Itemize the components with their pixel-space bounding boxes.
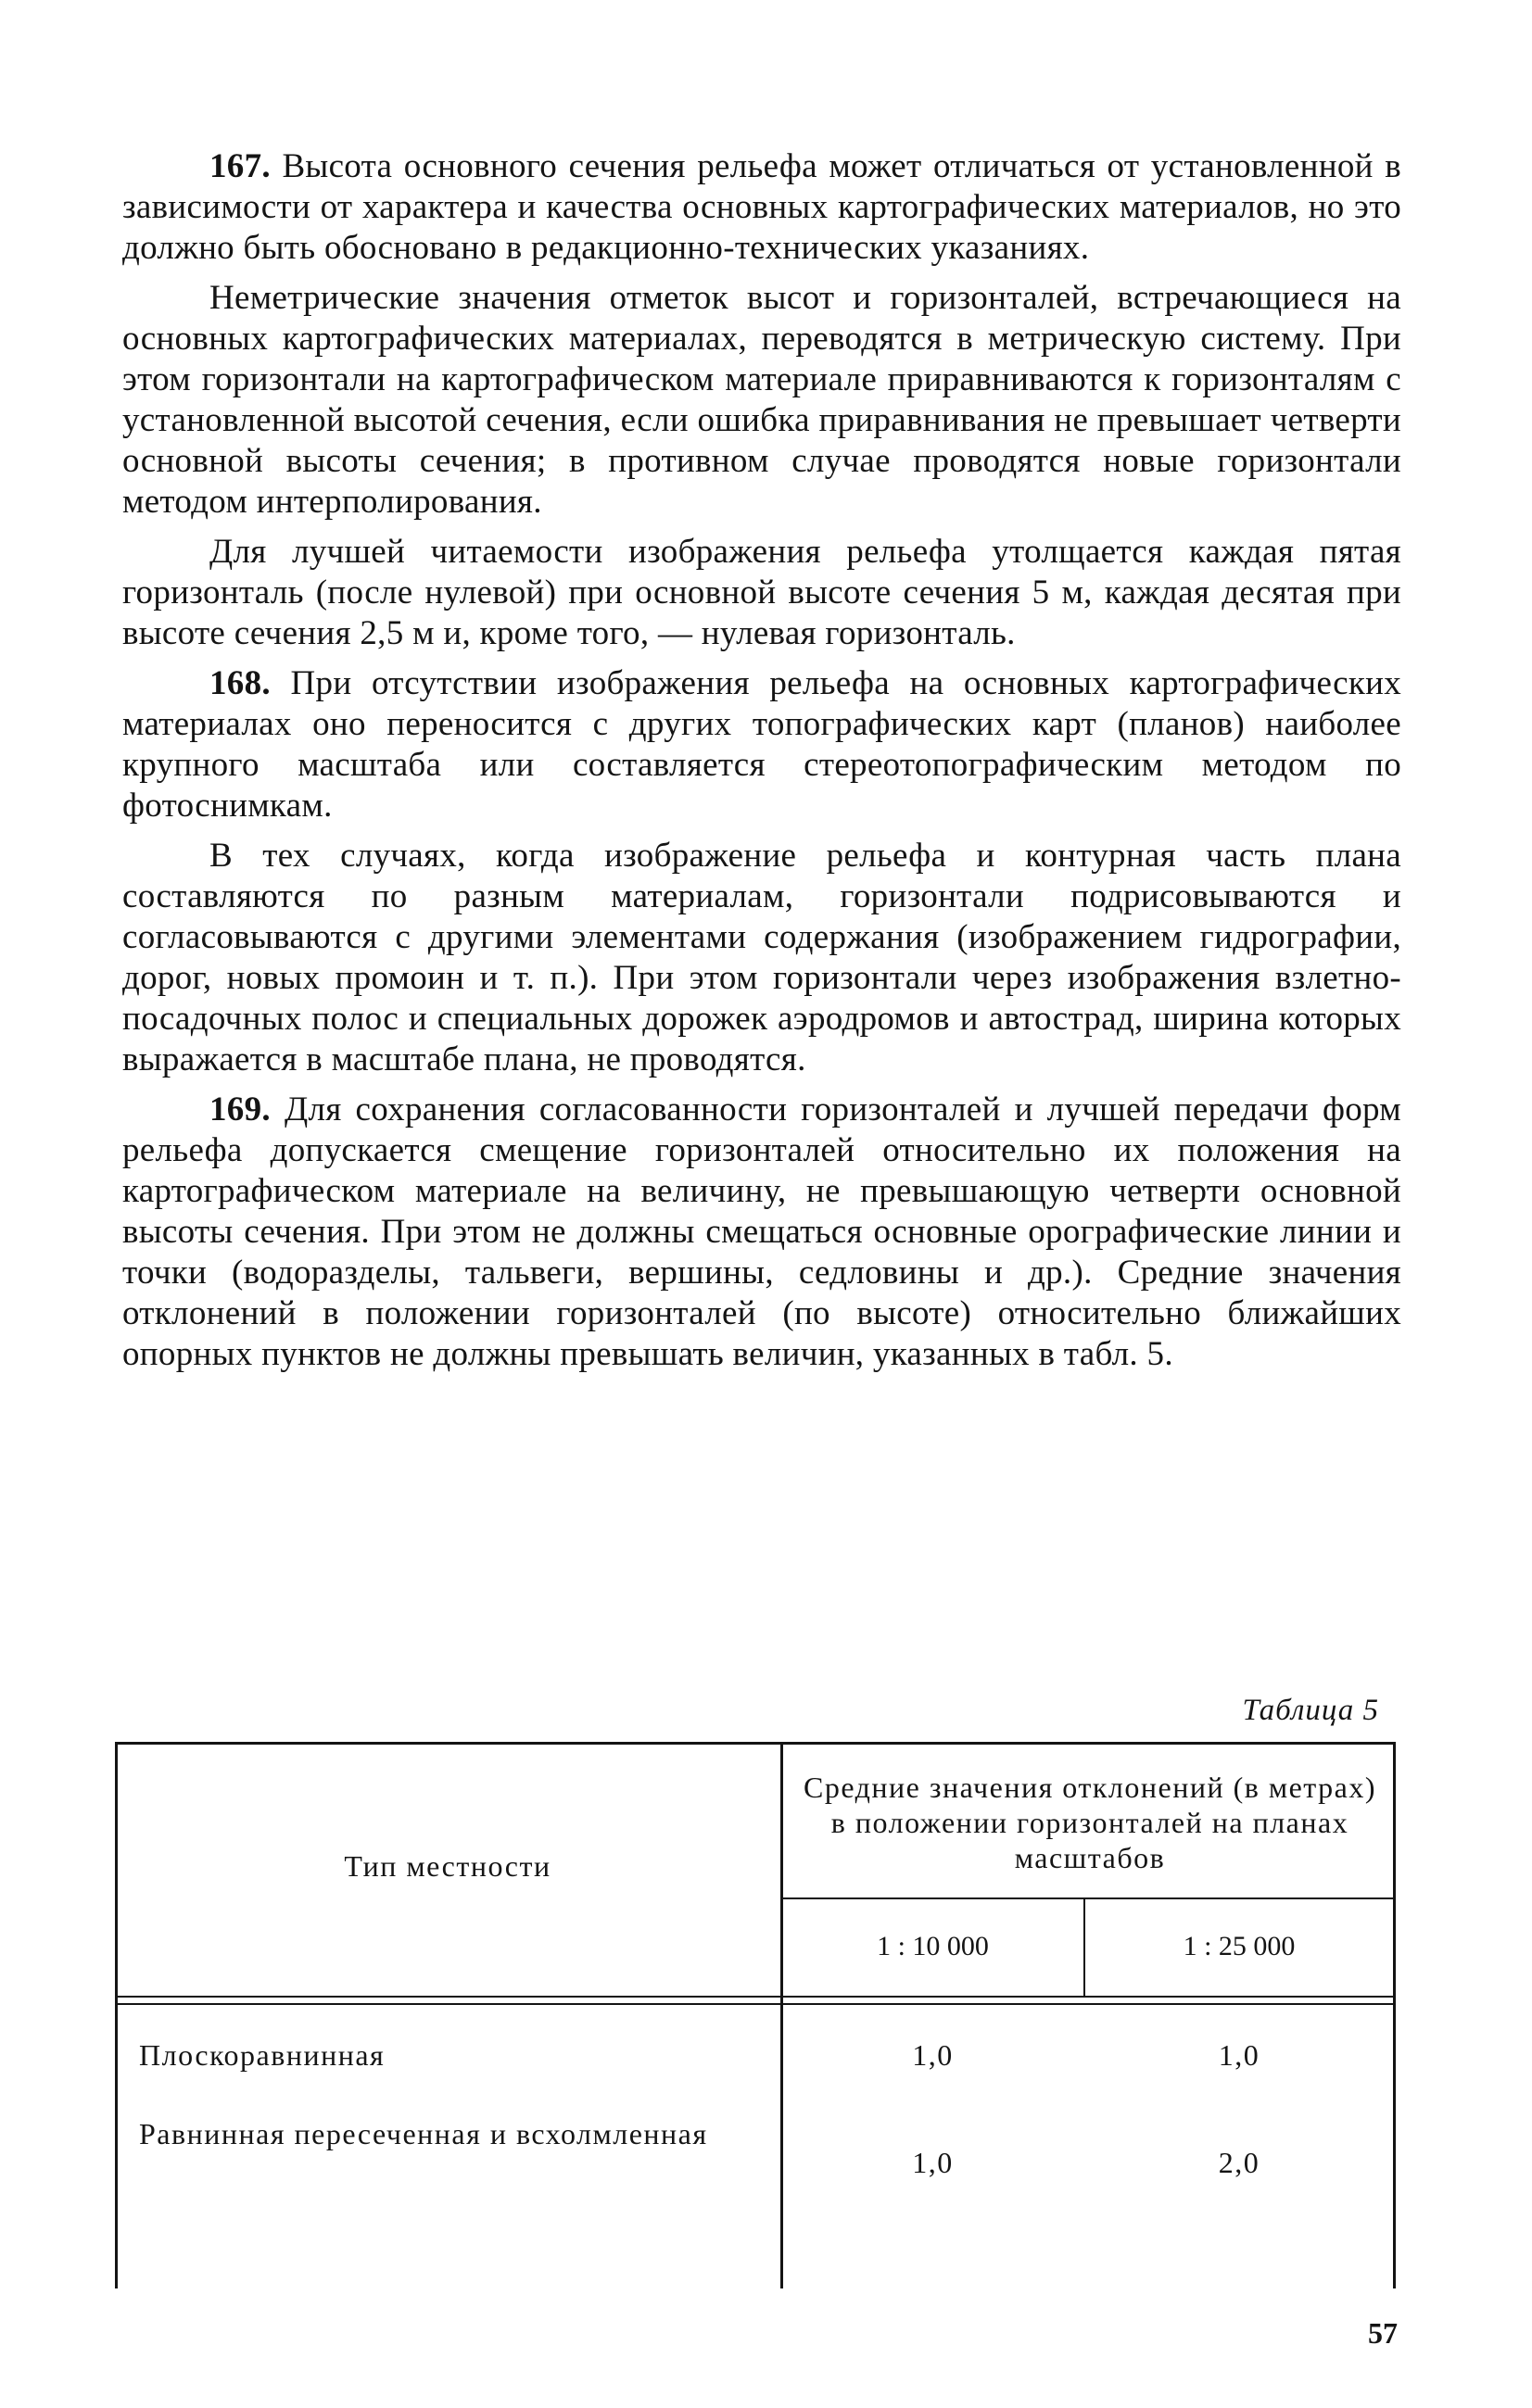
- paragraph-text: Высота основного сечения рельефа может отличаться от установленной в зависимости от характера и качества основных картографических материалов, но это должно быть обосновано в редакционно-технических указаниях.: [122, 147, 1401, 267]
- row-2-terrain-type: Равнинная пересеченная и всхолмленная: [139, 2117, 708, 2150]
- row-2-value-25000: 2,0: [1218, 2146, 1260, 2179]
- row-1-value-10000: 1,0: [912, 2038, 954, 2072]
- paragraph-readability: [122, 532, 1401, 654]
- header-scale-25000: 1 : 25 000: [1183, 1931, 1296, 1961]
- header-scale-10000: 1 : 10 000: [877, 1931, 989, 1961]
- paragraph-different-materials: [122, 836, 1401, 1080]
- row-1-terrain-type: Плоскоравнинная: [139, 2038, 386, 2072]
- paragraph-text: Для сохранения согласованности горизонталей и лучшей передачи форм рельефа допускается смещение горизонталей относительно их положения на картографическом материале на величину, не превышающую четверти основной высоты сечения. При этом не должны смещаться основные орографические линии и точки (водоразделы, тальвеги, вершины, седловины и др.). Средние значения отклонений в положении горизонталей (по высоте) относительно ближайших опорных пунктов не должны превышать величин, указанных в табл. 5.: [122, 1091, 1401, 1373]
- clause-number: 168.: [209, 664, 271, 702]
- table-caption: Таблица 5: [1242, 1694, 1379, 1727]
- table-right-rule: [1393, 1742, 1396, 2288]
- paragraph-text: Для лучшей читаемости изображения рельефа утолщается каждая пятая горизонталь (после нулевой) при основной высоте сечения 5 м, каждая десятая при высоте сечения 2,5 м и, кроме того, — нулевая горизонталь.: [122, 533, 1401, 652]
- paragraph-text: При отсутствии изображения рельефа на основных картографических материалах оно переносится с других топографических карт (планов) наиболее крупного масштаба или составляется стереотопографическим методом по фотоснимкам.: [122, 664, 1401, 825]
- table-header-double-rule-1: [115, 1996, 1396, 1998]
- paragraph-168: [122, 663, 1401, 826]
- table-top-rule: [115, 1742, 1396, 1745]
- row-2-value-10000: 1,0: [912, 2146, 954, 2179]
- body-text: [122, 146, 1401, 1384]
- paragraph-text: Неметрические значения отметок высот и горизонталей, встречающиеся на основных картографических материалах, переводятся в метрическую систему. При этом горизонтали на картографическом материале приравниваются к горизонталям с установленной высотой сечения, если ошибка приравнивания не превышает четверти основной высоты сечения; в противном случае проводятся новые горизонтали методом интерполирования.: [122, 279, 1401, 521]
- page-number: 57: [1368, 2316, 1398, 2350]
- row-1-value-25000: 1,0: [1218, 2038, 1260, 2072]
- paragraph-169: [122, 1090, 1401, 1375]
- table-header-double-rule-2: [115, 2003, 1396, 2005]
- header-terrain-type: Тип местности: [344, 1849, 551, 1883]
- table-group-header-rule: [782, 1897, 1396, 1899]
- deviation-table: [115, 1742, 1396, 2288]
- paragraph-nonmetric: [122, 278, 1401, 523]
- table-left-rule: [115, 1742, 118, 2288]
- clause-number: 167.: [209, 147, 271, 185]
- table-column-divider: [780, 1742, 783, 2288]
- paragraph-167: [122, 146, 1401, 269]
- clause-number: 169.: [209, 1091, 271, 1128]
- paragraph-text: В тех случаях, когда изображение рельефа и контурная часть плана составляются по разным материалам, горизонтали подрисовываются и согласовываются с другими элементами содержания (изображением гидрографии, дорог, новых промоин и т. п.). При этом горизонтали через изображения взлетно-посадочных полос и специальных дорожек аэродромов и автострад, ширина которых выражается в масштабе плана, не проводятся.: [122, 837, 1401, 1078]
- header-mean-deviation: Средние значения отклонений (в метрах) в положении горизонталей на планах масштабов: [803, 1771, 1377, 1874]
